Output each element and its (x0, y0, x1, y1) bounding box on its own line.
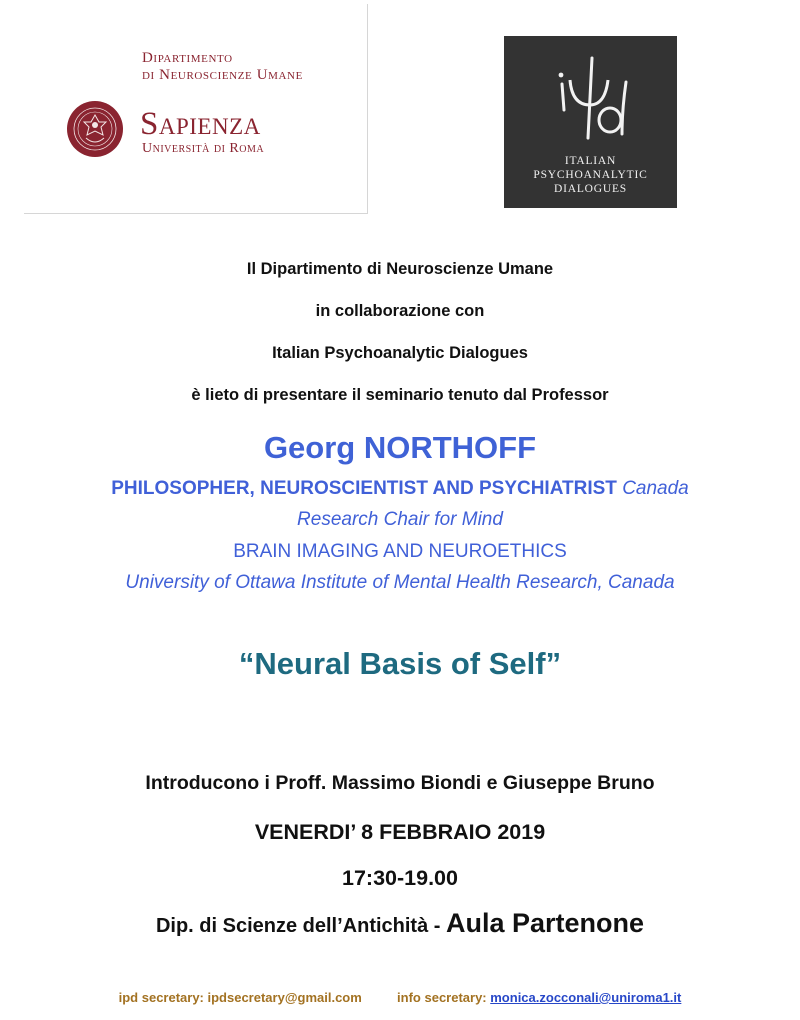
psi-d-monogram-icon (542, 50, 639, 142)
speaker-affiliation: University of Ottawa Institute of Mental Health Research, Canada (125, 572, 675, 593)
speaker-role-title: PHILOSOPHER, NEUROSCIENTIST AND PSYCHIATRIST (111, 478, 617, 499)
info-secretary-email-link[interactable]: monica.zocconali@uniroma1.it (490, 990, 682, 1005)
venue-room: Aula Partenone (446, 908, 645, 938)
speaker-role (0, 478, 800, 500)
ipd-logo (504, 36, 677, 208)
department-name-line2: di Neuroscienze Umane (142, 67, 303, 83)
introducers: Introducono i Proff. Massimo Biondi e Giuseppe Bruno (145, 772, 655, 794)
venue-department: Dip. di Scienze dell’Antichità - (155, 915, 446, 937)
intro-line-collaboration: in collaborazione con (315, 302, 485, 320)
sapienza-seal-icon (66, 100, 124, 158)
sapienza-subtitle: Università di Roma (142, 141, 265, 156)
event-date: VENERDI’ 8 FEBBRAIO 2019 (254, 820, 546, 844)
ipd-logo-line1: ITALIAN (564, 155, 617, 167)
speaker-name: Georg NORTHOFF (263, 430, 537, 465)
speaker-chair: Research Chair for Mind (297, 509, 503, 530)
ipd-secretary-email: ipdsecretary@gmail.com (207, 990, 362, 1005)
event-venue (0, 908, 800, 939)
speaker-role-country: Canada (622, 478, 689, 499)
intro-line-presentation: è lieto di presentare il seminario tenuto dal Professor (191, 386, 609, 404)
ipd-secretary-label: ipd secretary: (118, 990, 208, 1005)
event-time: 17:30-19.00 (342, 866, 458, 890)
info-secretary-label: info secretary: (397, 990, 491, 1005)
intro-line-department: Il Dipartimento di Neuroscienze Umane (246, 260, 554, 278)
speaker-field: BRAIN IMAGING AND NEUROETHICS (233, 541, 567, 562)
footer-contacts (0, 990, 800, 1005)
seminar-title: “Neural Basis of Self” (238, 646, 562, 681)
ipd-logo-line2: PSYCHOANALYTIC (533, 169, 648, 181)
sapienza-wordmark: Sapienza (140, 106, 261, 142)
intro-line-partner: Italian Psychoanalytic Dialogues (272, 344, 528, 362)
sapienza-logo (24, 4, 368, 214)
department-name-line1: Dipartimento (142, 50, 233, 66)
ipd-logo-line3: DIALOGUES (554, 183, 627, 195)
